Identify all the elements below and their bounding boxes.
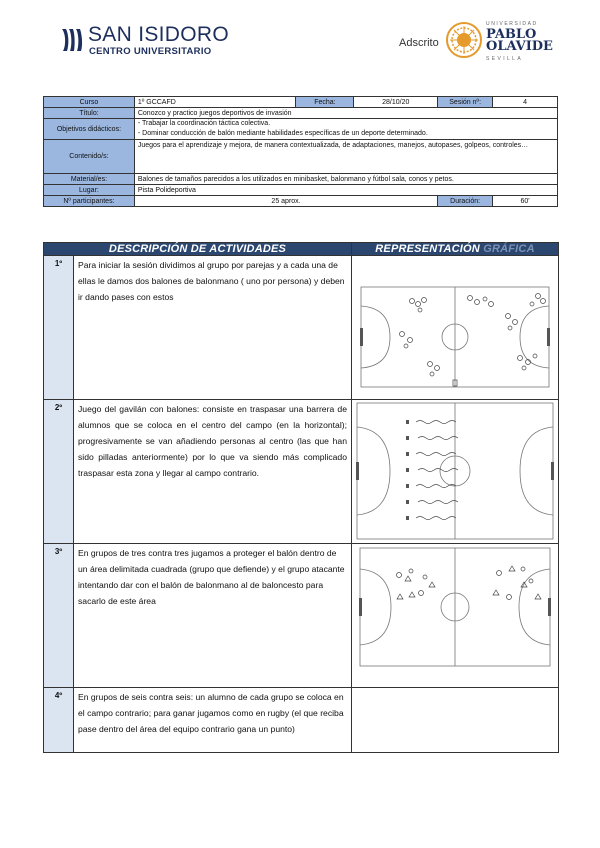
fecha-value: 28/10/20 [354, 97, 438, 108]
participantes-label: Nº participantes: [44, 196, 135, 207]
lugar-value: Pista Polideportiva [134, 185, 557, 196]
olavide-bottom-line: SEVILLA [486, 56, 524, 62]
activity-description: Juego del gavilán con balones: consiste en traspasar una barrera de alumnos que se coloca en el centro del campo (en la horizontal); progresivamente se van añadiendo personas al centro (las que han sido pilladas anteriormente) por lo que va siendo más complicado traspasar esta zona y llegar al campo contrario. [74, 400, 352, 544]
olavide-top-line: UNIVERSIDAD [486, 21, 538, 27]
graphic-representation-header [352, 243, 559, 256]
activity-diagram-cell [352, 256, 559, 400]
titulo-value: Conozco y practico juegos deportivos de invasión [134, 108, 557, 119]
activity-number: 1º [44, 256, 74, 400]
fecha-label: Fecha: [296, 97, 354, 108]
olavide-name-line1: PABLO [486, 27, 537, 42]
objetivos-label: Objetivos didácticos: [44, 119, 135, 140]
san-isidoro-name: SAN ISIDORO [88, 23, 229, 46]
participantes-value: 25 aprox. [134, 196, 437, 207]
activity-diagram-cell [352, 400, 559, 544]
sesion-label: Sesión nº: [438, 97, 493, 108]
activity-number: 2º [44, 400, 74, 544]
activity-number: 4º [44, 688, 74, 753]
olavide-name [486, 29, 553, 53]
material-label: Material/es: [44, 174, 135, 185]
activity-description: En grupos de tres contra tres jugamos a proteger el balón dentro de un área delimitada cuadrada (grupo que defiende) y el grupo atacante intentando dar con el balón de balonmano al de baloncesto para sacarlo de este área [74, 544, 352, 688]
lugar-label: Lugar: [44, 185, 135, 196]
sesion-value: 4 [493, 97, 558, 108]
contenidos-label: Contenido/s: [44, 140, 135, 174]
olavide-name-line2: OLAVIDE [486, 39, 553, 54]
san-isidoro-emblem-icon [60, 26, 84, 54]
material-value: Balones de tamaños parecidos a los utilizados en minibasket, balonmano y fútbol sala, conos y petos. [134, 174, 557, 185]
curso-value: 1º GCCAFD [134, 97, 296, 108]
titulo-label: Título: [44, 108, 135, 119]
activity-row-3 [44, 544, 559, 688]
san-isidoro-logo [60, 23, 229, 58]
activity-diagram-cell-empty [352, 688, 559, 753]
activity-description: Para iniciar la sesión dividimos al grupo por parejas y a cada una de ellas le damos dos balones de balonmano ( uno por persona) y deben ir dando pases con estos [74, 256, 352, 400]
court-diagram-three-vs-three [359, 547, 551, 667]
activity-row-4 [44, 688, 559, 753]
duracion-label: Duración: [438, 196, 493, 207]
san-isidoro-subtitle: CENTRO UNIVERSITARIO [89, 46, 212, 57]
activity-row-2 [44, 400, 559, 544]
court-diagram-gavilan [356, 402, 554, 540]
objetivos-line-2: - Dominar conducción de balón mediante habilidades específicas de un deporte determinado. [137, 130, 428, 137]
court-diagram-pairs [360, 286, 550, 388]
activity-description: En grupos de seis contra seis: un alumno de cada grupo se coloca en el campo contrario; para ganar jugamos como en rugby (el que reciba pase dentro del área del equipo contrario gana un punto) [74, 688, 352, 753]
objetivos-line-1: - Trabajar la coordinación táctica colectiva. [137, 120, 271, 127]
duracion-value: 60' [493, 196, 558, 207]
activity-row-1 [44, 256, 559, 400]
activities-table [43, 242, 559, 753]
activities-description-header: DESCRIPCIÓN DE ACTIVIDADES [44, 243, 352, 256]
adscrito-label: Adscrito [399, 37, 439, 49]
session-info-table [43, 96, 558, 207]
olavide-seal-icon [446, 22, 482, 58]
objetivos-value [134, 119, 557, 140]
representation-header-text: REPRESENTACIÓN [375, 243, 480, 255]
graphic-header-text: GRÁFICA [483, 243, 535, 255]
curso-label: Curso [44, 97, 135, 108]
activity-diagram-cell [352, 544, 559, 688]
contenidos-value: Juegos para el aprendizaje y mejora, de manera contextualizada, de adaptaciones, manejos, autopases, golpeos, controles… [134, 140, 557, 174]
pablo-olavide-logo [446, 20, 553, 64]
activity-number: 3º [44, 544, 74, 688]
